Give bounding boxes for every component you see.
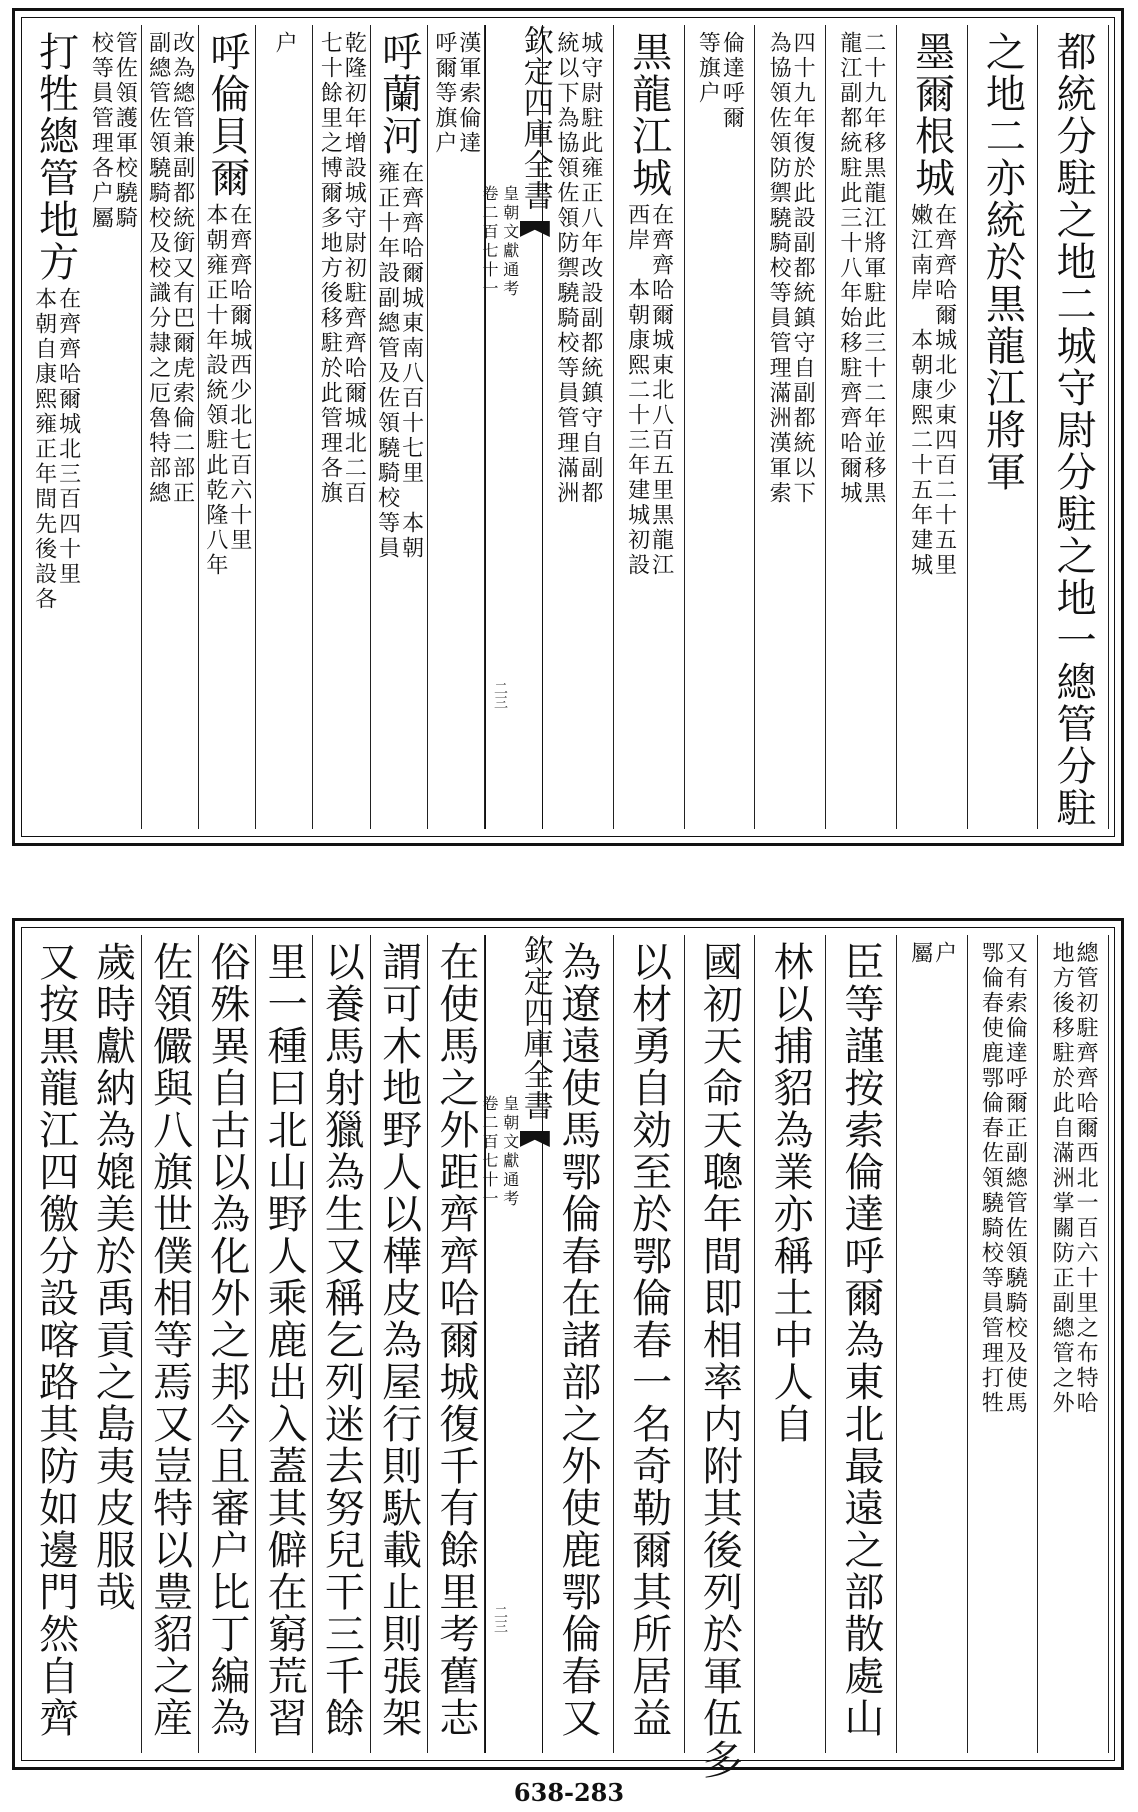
main-text: 以材勇自効至於鄂倫春一名奇勒爾其所居益	[625, 941, 672, 1739]
text-column	[313, 935, 370, 1753]
lower-page	[12, 918, 1124, 1781]
text-column	[543, 25, 614, 829]
main-text: 謂可木地野人以樺皮為屋行則馱載止則張架	[375, 941, 422, 1739]
text-column	[897, 25, 968, 829]
annotation-text: 二十九年移黒龍江將軍駐此三十二年並移黒 龍江副都統駐此三十八年始移駐齊齊哈爾城	[836, 31, 886, 506]
annotation-text: 改為總管兼副都統銜又有巴爾虎索倫二部正 副總管佐領驍騎校及校識分隷之厄魯特部總	[145, 31, 195, 506]
chapter-label: 卷二百七十一	[480, 185, 499, 299]
text-column	[826, 935, 897, 1753]
main-text: 佐領儼與八旗世僕相等焉又豈特以豊貂之産	[146, 941, 193, 1739]
main-text: 里一種曰北山野人乘鹿出入蓋其僻在窮荒習	[261, 941, 308, 1739]
chapter-label: 皇朝文獻通考	[500, 185, 520, 299]
text-column	[84, 935, 141, 1753]
annotation-text: 户 屬	[907, 941, 957, 966]
annotation-text: 乾隆初年增設城守尉初駐齊齊哈爾城北二百 七十餘里之博爾多地方後移駐於此管理各旗	[317, 31, 367, 506]
leaf-number: 二三	[492, 681, 508, 709]
text-column	[1038, 935, 1109, 1753]
annotation-text: 四十九年復於此設副都統鎮守自副都統以下 為協領佐領防禦驍騎校等員管理滿洲漢軍索	[766, 31, 816, 506]
annotation-text: 在齊齊哈爾城北三百四十里 本朝自康熙雍正年間先後設各	[31, 287, 81, 612]
text-column	[755, 935, 826, 1753]
main-text: 呼蘭河	[375, 31, 422, 157]
annotation-text: 管佐領護軍校驍騎 校等員管理各户屬	[88, 31, 138, 231]
book-title: 欽定四庫全書	[517, 25, 553, 211]
main-text: 俗殊異自古以為化外之邦今且審户比丁編為	[203, 941, 250, 1739]
text-column	[142, 935, 199, 1753]
annotation-text: 在齊齊哈爾城北少東四百二十五里 嫩江南岸 本朝康熙二十五年建城	[907, 203, 957, 578]
text-column	[614, 935, 685, 1753]
annotation-text: 又有索倫達呼爾正副總管佐領驍騎校及使馬 鄂倫春使鹿鄂倫春佐領驍騎校等員管理打牲	[978, 941, 1028, 1416]
text-column	[614, 25, 685, 829]
annotation-text: 在齊齊哈爾城東北八百五里黒龍江 西岸 本朝康熙二十三年建城初設	[624, 203, 674, 578]
book-title: 欽定四庫全書	[517, 935, 553, 1121]
chapter-label: 卷二百七十一	[480, 1095, 499, 1209]
annotation-text: 城守尉駐此雍正八年改設副都統鎮守自副都 統以下為協領佐領防禦驍騎校等員管理滿洲	[553, 31, 603, 506]
main-text: 國初天命天聰年間即相率内附其後列於軍伍多	[696, 941, 743, 1781]
page-number: 638-283	[513, 1778, 625, 1807]
annotation-text: 倫達呼爾 等旗户	[695, 31, 745, 131]
main-text: 在使馬之外距齊齊哈爾城復千有餘里考舊志	[432, 941, 479, 1739]
upper-page	[12, 8, 1124, 846]
annotation-text: 漢軍索倫達 呼爾等旗户	[431, 31, 481, 156]
text-column	[685, 935, 756, 1781]
main-text: 墨爾根城	[908, 31, 955, 199]
chapter-label: 皇朝文獻通考	[500, 1095, 520, 1209]
leaf-number: 二三	[492, 1605, 508, 1633]
text-column	[199, 25, 256, 829]
text-column	[428, 25, 485, 829]
text-column	[1038, 25, 1109, 829]
text-column	[685, 25, 756, 829]
text-column	[27, 25, 84, 829]
text-column	[199, 935, 256, 1753]
text-column	[826, 25, 897, 829]
annotation-text: 總管初駐齊齊哈爾西北一百六十里之布特哈 地方後移駐於此自滿洲掌關防正副總管之外	[1049, 941, 1099, 1416]
main-text: 林以捕貂為業亦稱土中人自	[767, 941, 814, 1445]
text-column	[371, 25, 428, 829]
text-column	[313, 25, 370, 829]
main-text: 以養馬射獵為生又稱乞列迷去努兒干三千餘	[318, 941, 365, 1739]
text-column	[371, 935, 428, 1753]
text-column	[428, 935, 485, 1753]
main-text: 打牲總管地方	[32, 31, 79, 283]
text-column	[256, 935, 313, 1753]
text-column	[968, 935, 1039, 1753]
annotation-text: 在齊齊哈爾城東南八百十七里 本朝 雍正十年設副總管及佐領驍騎校等員	[374, 161, 424, 561]
main-text: 之地二亦統於黒龍江將軍	[979, 31, 1026, 493]
text-column	[755, 25, 826, 829]
text-column	[543, 935, 614, 1753]
main-text: 為遼遠使馬鄂倫春在諸部之外使鹿鄂倫春又	[554, 941, 601, 1739]
text-column	[256, 25, 313, 829]
text-column	[84, 25, 141, 829]
annotation-text: 在齊齊哈爾城西少北七百六十里 本朝雍正十年設統領駐此乾隆八年	[202, 203, 252, 578]
annotation-text: 户	[272, 31, 298, 56]
main-text: 都統分駐之地二城守尉分駐之地一總管分駐	[1050, 31, 1097, 829]
main-text: 又按黒龍江四徼分設喀路其防如邊門然自齊	[32, 941, 79, 1739]
main-text: 臣等謹按索倫達呼爾為東北最遠之部散處山	[837, 941, 884, 1739]
center-margin-strip	[480, 935, 553, 1753]
text-column	[897, 935, 968, 1753]
center-margin-strip	[480, 25, 553, 829]
text-column	[27, 935, 84, 1753]
main-text: 呼倫貝爾	[203, 31, 250, 199]
main-text: 歲時獻納為媲美於禹貢之島夷皮服哉	[89, 941, 136, 1613]
text-column	[142, 25, 199, 829]
text-column	[968, 25, 1039, 829]
main-text: 黒龍江城	[625, 31, 672, 199]
